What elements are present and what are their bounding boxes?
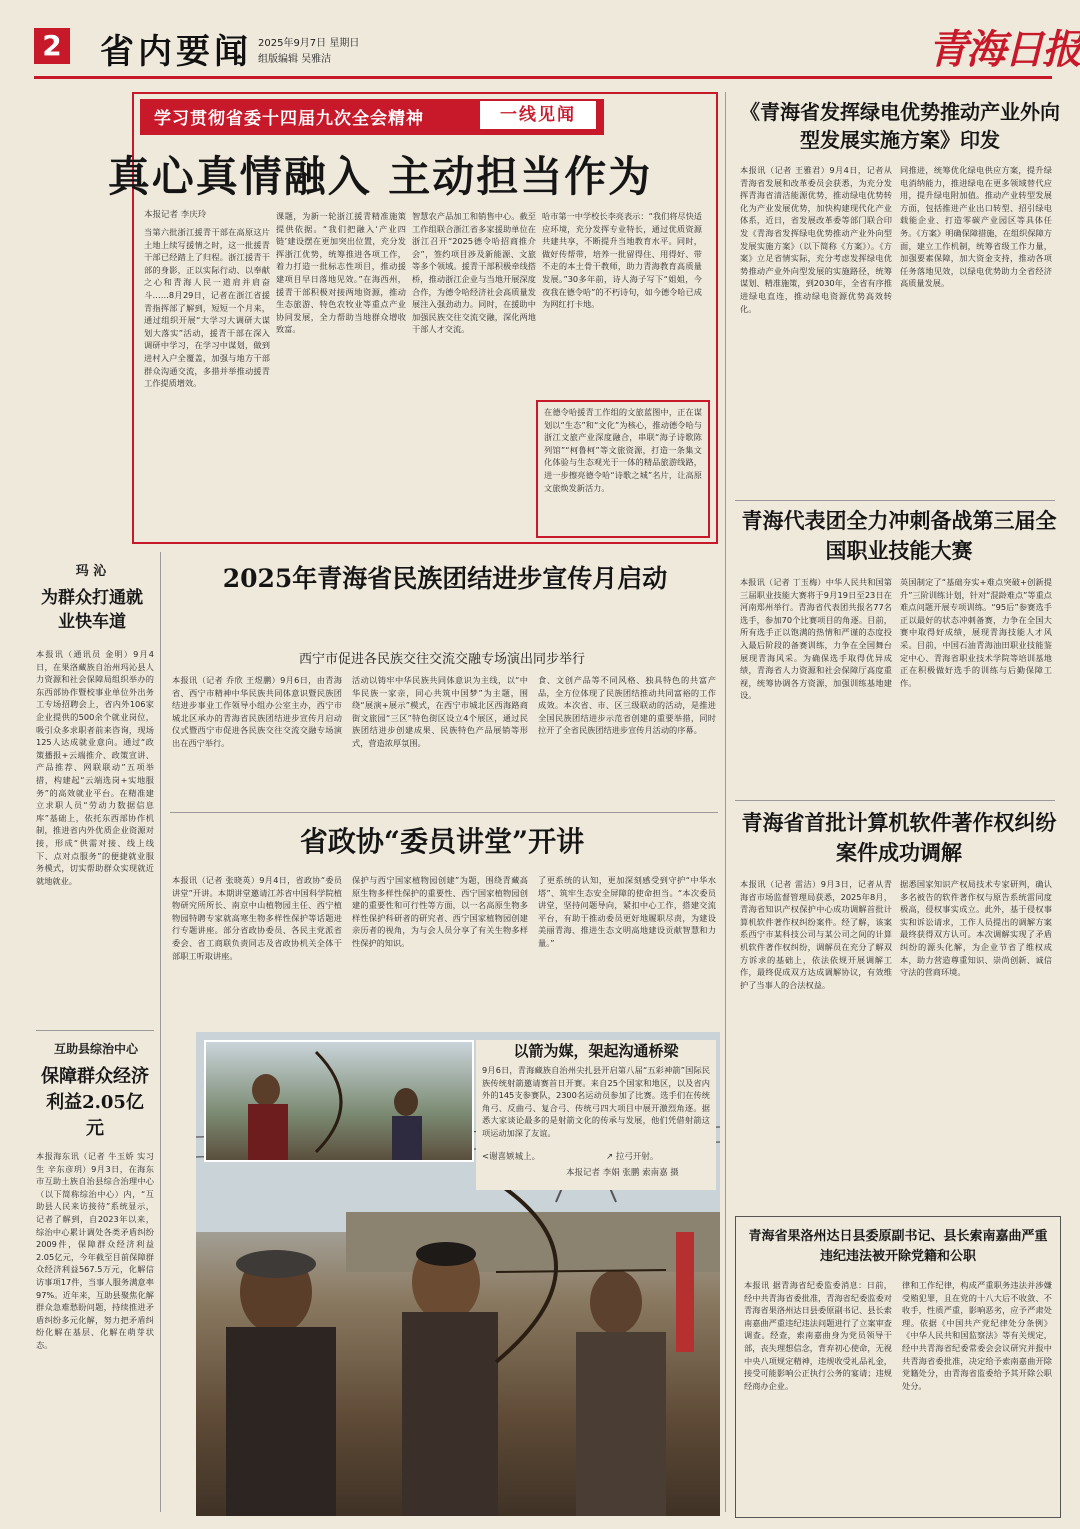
skills-contest-col-2: 英国制定了“基础夯实+难点突破+创新提升”三阶训练计划，针对“混龄难点”等重点难点问题开展专项训练。“95后”参赛选手正以最好的状态冲刺备赛，力争在全国大赛中取得好成绩，展现青海技能人才风采。目前，中国石油青海油田职业技能鉴定中心、青海省职业技术学院等培训基地正在积极做好选手的训练与后勤保障工作。 xyxy=(900,577,1052,688)
column-tag: 一线见闻 xyxy=(480,101,596,129)
lead-col-1: 当第六批浙江援青干部在高原这片土地上续写援情之时，这一批援青干部已经踏上了归程。浙江援青干部的身影，正以实际行动、以奉献之心和青海人民一道肩并肩奋斗……8月29日，记者在浙江省援青指挥部了解到，短短一个月来，通过组织开展“大学习大调研大谋划大落实”活动，援青干部在深入调研中学习，在学习中谋划，做到进村入户全覆盖，加强与地方干部群众沟通交流，多措并举推动援青工作提质增效。 xyxy=(144,227,270,389)
discipline-col-1: 本报讯 据青海省纪委监委消息：日前，经中共青海省委批准，青海省纪委监委对青海省果洛州达日县委原副书记、县长索南嘉曲严重违纪违法问题进行了立案审查调查。经查，索南嘉曲身为党员领导干部，丧失理想信念，背弃初心使命，无视中央八项规定精神，违规收受礼品礼金，接受可能影响公正执行公务的宴请；违规经商办企业。 xyxy=(744,1280,892,1391)
archery-photo-inset xyxy=(204,1040,474,1162)
huzhu-location: 互助县综治中心 xyxy=(53,1042,138,1056)
skills-contest-headline: 青海代表团全力冲刺备战第三届全国职业技能大赛 xyxy=(741,508,1057,563)
huzhu-body: 本报海东讯（记者 牛玉娇 实习生 辛东彦玥）9月3日，在海东市互助土族自治县综合治理中心（以下简称综治中心）内，“互助县人民来访接待”系统显示，记者了解到，自2023年以来，综治中心累计调处各类矛盾纠纷2009件，保障群众经济利益2.05亿元，今年截至目前保障群众经济利益567.5万元，化解信访事项17件，当事人服务满意率97%。近年来，互助县聚焦化解群众急难愁盼问题，持续推进矛盾纠纷多元化解，努力把矛盾纠纷化解在基层、化解在萌芽状态。 xyxy=(36,1151,154,1350)
photo-caption: 9月6日，青海藏族自治州尖扎县开启第八届“五彩神箭”国际民族传统射箭邀请赛首日开赛。来自25个国家和地区，以及省内外的145支参赛队，2300名运动员参加了比赛。选手们在传统角弓、反曲弓、复合弓、传统弓四大项目中展开激烈角逐。据悉大家谈论最多的是射箭文化的传承与发展，他们凭借射箭这项运动加深了友谊。 xyxy=(482,1065,710,1138)
section-title: 省内要闻 xyxy=(100,32,252,72)
divider xyxy=(36,1030,154,1031)
green-power-col-2: 同推进，统筹优化绿电供应方案，提升绿电消纳能力，推进绿电在更多领域替代应用，提升绿电附加值。推动产业转型发展方面，包括推进产业出口转型、招引绿电载能企业、打造零碳产业园区等具体任务。《方案》明确保障措施，在组织保障方面，建立工作机制，统筹省级工作力量，加强要素保障，加大资金支持，推动各项任务落地见效，以绿电优势助力全省经济高质量发展。 xyxy=(900,165,1052,289)
discipline-headline: 青海省果洛州达日县委原副书记、县长索南嘉曲严重违纪违法被开除党籍和公职 xyxy=(748,1229,1048,1264)
cppcc-headline: 省政协“委员讲堂”开讲 xyxy=(299,825,585,858)
huzhu-headline: 保障群众经济利益2.05亿元 xyxy=(41,1066,149,1139)
cppcc-col-2: 保护与西宁国家植物园创建”为题，围绕青藏高原生物多样性保护的重要性、西宁国家植物园创建的重要性和可行性等方面，以一名高原生物多样性保护科研者的研究者、西宁国家植物园创建亲历者的视角，为与会人员分享了有关生物多样性保护的知识。 xyxy=(352,875,528,948)
discipline-box xyxy=(735,1216,1061,1518)
software-copyright-headline: 青海省首批计算机软件著作权纠纷案件成功调解 xyxy=(741,810,1057,865)
discipline-col-2: 律和工作纪律，构成严重职务违法并涉嫌受贿犯罪，且在党的十八大后不收敛、不收手，性质严重，影响恶劣，应予严肃处理。依据《中国共产党纪律处分条例》《中华人民共和国监察法》等有关规定，经中共青海省纪委常委会会议研究并报中共青海省委批准，决定给予索南嘉曲开除党籍处分，由青海省监委给予其开除公职处分。 xyxy=(902,1280,1052,1391)
lead-callout-box xyxy=(536,400,710,538)
unity-col-1: 本报讯（记者 乔欣 王煜鹏）9月6日，由青海省、西宁市精神中华民族共同体意识暨民族团结进步事业工作领导小组办公室主办，西宁市城北区承办的青海省民族团结进步宣传月启动仪式暨西宁市促进各民族交往交流交融专场演出在西宁举行。 xyxy=(172,675,342,748)
lead-callout-text: 在德令哈援青工作组的文旅蓝图中，正在谋划以“生态”和“文化”为核心，推动德令哈与浙江文旅产业深度融合，串联“海子诗歌陈列馆”“柯鲁柯”等文旅资源，打造一条集文化体验与生态观光于一体的精品旅游线路，进一步擦亮德令哈“诗歌之城”名片，让高原文旅焕发新活力。 xyxy=(544,407,702,493)
issue-date: 2025年9月7日 星期日 xyxy=(258,38,360,49)
photo-note-right: ↗ 拉弓开射。 xyxy=(606,1152,659,1162)
masthead xyxy=(0,0,1080,86)
unity-col-3: 食、文创产品等不同风格、独具特色的共富产品，全方位体现了民族团结推动共同富裕的工作成效。本次省、市、区三级联动的活动，是推进全国民族团结进步示范省创建的重要举措，同时拉开了全省民族团结进步宣传月活动的序幕。 xyxy=(538,675,716,736)
unity-headline: 2025年青海省民族团结进步宣传月启动 xyxy=(222,564,668,593)
cppcc-col-3: 了更系统的认知，更加深刻感受到守护“中华水塔”、筑牢生态安全屏障的使命担当。“本次委员讲堂，坚持问题导向，紧扣中心工作，搭建交流平台，有助于推动委员更好地履职尽责，为建设美丽青海、推进生态文明高地建设贡献智慧和力量。” xyxy=(538,875,716,948)
newspaper-logo: 青海日报 xyxy=(928,26,1080,73)
archer-inset-illustration xyxy=(206,1042,472,1160)
divider xyxy=(735,500,1055,501)
divider xyxy=(170,812,718,813)
unity-col-2: 活动以铸牢中华民族共同体意识为主线，以“中华民族一家亲，同心共筑中国梦”为主题，围绕“展演+展示”模式，在西宁市城北区西海路商街文旅园“三区”特色街区设立4个展区，通过民族团结进步创建成果、民族特色产品展销等形式，营造浓厚氛围。 xyxy=(352,675,528,748)
green-power-headline: 《青海省发挥绿电优势推动产业外向型发展实施方案》印发 xyxy=(740,100,1060,152)
unity-subhead: 西宁市促进各民族交往交流交融专场演出同步举行 xyxy=(298,652,585,667)
divider xyxy=(735,800,1055,801)
masthead-rule xyxy=(34,76,1052,79)
theme-banner xyxy=(140,99,604,135)
photo-note-left: <谢喜嫉城上。 xyxy=(482,1152,541,1162)
cppcc-col-1: 本报讯（记者 张晓英）9月4日，省政协“委员讲堂”开讲。本期讲堂邀请江苏省中国科学院植物研究所所长、南京中山植物园主任、西宁植物园特聘专家就高寒生物多样性保护等话题进行专题讲座。部分省政协委员、各民主党派省委会、省工商联负责同志及省政协机关全体干部职工听取讲座。 xyxy=(172,875,342,961)
lead-headline: 真心真情融入 主动担当作为 xyxy=(107,152,653,201)
maqin-headline: 为群众打通就业快车道 xyxy=(41,588,143,632)
maqin-body: 本报讯（通讯员 金明）9月4日，在果洛藏族自治州玛沁县人力资源和社会保障局组织举办的东西部协作暨校事业单位外出务工专场招聘会上，省内外106家企业提供的500余个就业岗位，吸引众多求职者前来咨询，现场125人达成就业意向。通过“政策播报+云端推介、政策宣讲、产品推荐、网联联动”五项举措，构建起“云端选岗+实地服务”的高效就业平台。在精准建立求职人员“劳动力数据信息库”基础上，依托东西部协作机制，推进省内外优质企业资源对接，形成“供需对接、线上线下、点对点服务”的便捷就业服务模式，切实帮助群众实现就近就地就业。 xyxy=(36,649,154,886)
lead-byline: 本报记者 李庆玲 xyxy=(144,210,207,220)
photo-title: 以箭为媒，架起沟通桥梁 xyxy=(513,1042,679,1060)
lead-col-3: 智慧农产品加工和销售中心。截至工作组联合浙江省多家援助单位在浙江召开“2025德令哈招商推介会”，签约项目涉及新能源、文旅等多个领域。援青干部积极牵线搭桥，推动浙江企业与当地开展深度合作，为德令哈经济社会高质量发展注入强劲动力。同时，在援助中加强民族交往交流交融，深化两地干部人才交流。 xyxy=(412,211,536,335)
skills-contest-col-1: 本报讯（记者 丁玉梅）中华人民共和国第三届职业技能大赛将于9月19日至23日在河南郑州举行。青海省代表团共报名77名选手，参加70个比赛项目的角逐。目前，所有选手正以饱满的热情和严谨的态度投入最后阶段的备赛训练，力争在全国舞台展现青海风采。为确保选手取得优异成绩，青海省人力资源和社会保障厅高度重视，统筹协调各方资源，加强训练基地建设。 xyxy=(740,577,892,701)
green-power-col-1: 本报讯（记者 王雅君）9月4日，记者从青海省发展和改革委员会获悉，为充分发挥青海省清洁能源优势，推动绿电优势转化为产业发展优势，加快构建现代化产业体系，近日，省发展改革委等部门联合印发《青海省发挥绿电优势推动产业外向型发展实施方案》（以下简称《方案》）。《方案》立足省情实际，充分考虑发挥绿电优势推动产业外向型发展的实施路径，统筹谋划、精准施策，到2030年，全省有序推进绿电直连，推动绿电资源优势高效转化。 xyxy=(740,165,892,314)
left-column-rule xyxy=(160,552,161,1512)
lead-col-4: 哈市第一中学校长李亮表示：“我们将尽快适应环境，充分发挥专业特长，通过优质资源共建共享，不断提升当地教育水平。同时，做好传帮带，培养一批留得住、用得好、带不走的本土骨干教师，助力青海教育高质量发展。”30多年前，诗人海子写下“姐姐，今夜我在德令哈”的不朽诗句，如今德令哈已成为网红打卡地。 xyxy=(542,211,702,310)
software-copyright-col-1: 本报讯（记者 雷洁）9月3日，记者从青海省市场监督管理局获悉，2025年8月，青海省知识产权保护中心成功调解首批计算机软件著作权纠纷案件。经了解，该案系西宁市某科技公司与某公司之间的计算机软件著作权纠纷，调解员在充分了解双方诉求的基础上，依法依规开展调解工作，最终促成双方达成调解协议，有效维护了当事人的合法权益。 xyxy=(740,879,892,990)
photo-byline: 本报记者 李娟 张鹏 索南嘉 摄 xyxy=(566,1168,679,1178)
maqin-location: 玛 沁 xyxy=(75,564,107,579)
software-copyright-col-2: 据悉国家知识产权局技术专家研判，确认多名被告的软件著作权与原告系统雷同度极高，侵权事实成立。此外，基于侵权事实和诉讼请求，工作人员提出的调解方案最终获得双方认可。本次调解实现了矛盾纠纷的源头化解，为企业节省了维权成本，助力营造尊重知识、崇尚创新、诚信守法的营商环境。 xyxy=(900,879,1052,978)
page-editor: 组版编辑 吴雅洁 xyxy=(258,54,332,65)
page-number: 2 xyxy=(34,28,70,64)
theme-banner-text: 学习贯彻省委十四届九次全会精神 xyxy=(154,109,424,129)
lead-col-2: 课题，为新一轮浙江援青精准施策提供依据。“我们把融入‘产业四链’建设摆在更加突出位置，充分发挥浙江优势，统筹推进各项工作，着力打造一批标志性项目，推动援建项目早日落地见效。”在海西州，援青干部积极对接两地资源，推动生态旅游、特色农牧业等重点产业协同发展，全力帮助当地群众增收致富。 xyxy=(276,211,406,335)
photo-caption-box xyxy=(476,1040,716,1190)
right-column-rule xyxy=(725,92,726,1512)
